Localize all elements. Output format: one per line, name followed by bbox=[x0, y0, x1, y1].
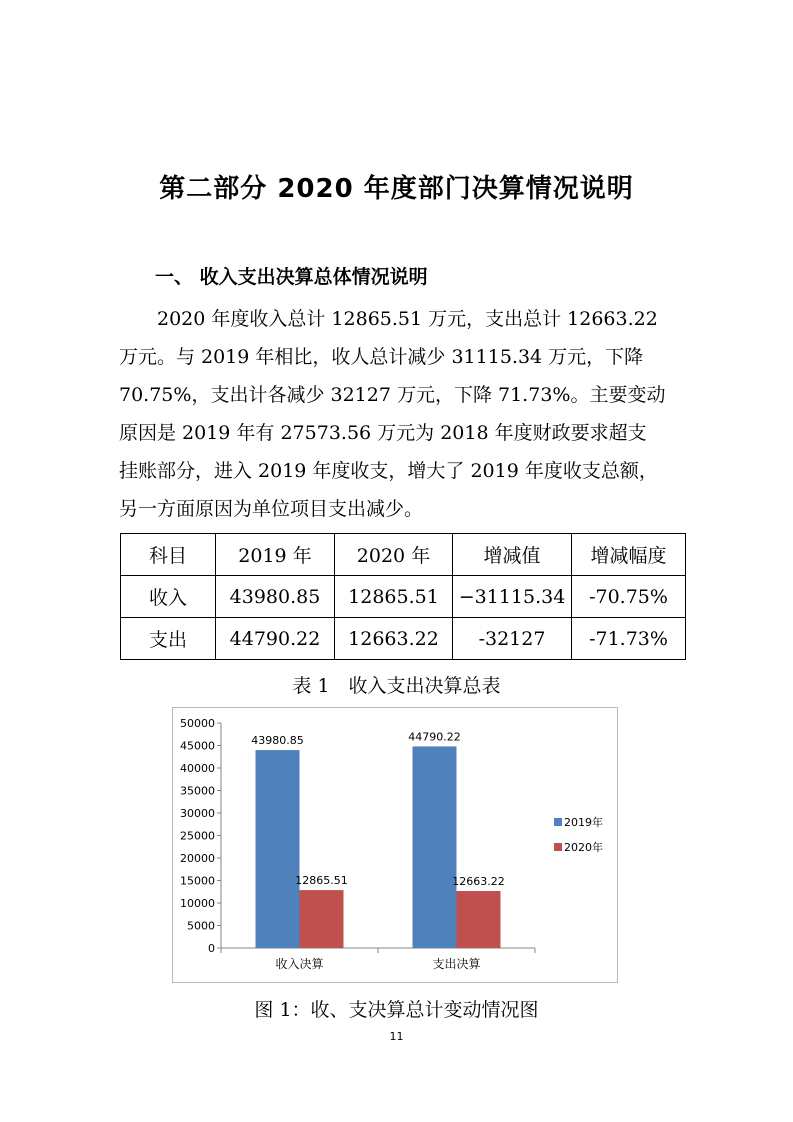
y-tick-label: 35000 bbox=[180, 784, 215, 798]
table-cell: 43980.85 bbox=[216, 576, 335, 618]
y-tick-label: 30000 bbox=[180, 807, 215, 820]
y-tick-label: 15000 bbox=[180, 874, 215, 888]
y-tick-label: 25000 bbox=[180, 829, 215, 843]
table-cell: -70.75% bbox=[572, 576, 686, 618]
document-title: 第二部分 2020 年度部门决算情况说明 bbox=[159, 174, 634, 204]
bar-chart-svg bbox=[173, 708, 617, 982]
table-cell: 收入 bbox=[121, 576, 216, 618]
table-row bbox=[121, 618, 686, 660]
table-header-row bbox=[121, 534, 686, 576]
legend-swatch bbox=[554, 818, 562, 826]
table-cell: −31115.34 bbox=[453, 576, 572, 618]
section-heading: 一、 收入支出决算总体情况说明 bbox=[155, 266, 428, 288]
table-header-cell: 2019 年 bbox=[216, 534, 335, 576]
table-cell: 12663.22 bbox=[335, 618, 453, 660]
data-label: 44790.22 bbox=[408, 730, 461, 744]
summary-table bbox=[120, 533, 686, 660]
data-label: 12865.51 bbox=[295, 874, 348, 888]
paragraph-line: 挂账部分，进入 2019 年度收支，增大了 2019 年度收支总额， bbox=[119, 460, 658, 482]
y-tick-label: 45000 bbox=[180, 739, 215, 753]
table-header-cell: 2020 年 bbox=[335, 534, 453, 576]
data-label: 43980.85 bbox=[251, 734, 304, 748]
table-row bbox=[121, 576, 686, 618]
paragraph-line: 2020 年度收入总计 12865.51 万元，支出总计 12663.22 bbox=[119, 308, 658, 330]
figure-caption: 图 1：收、支决算总计变动情况图 bbox=[254, 999, 539, 1021]
paragraph-line: 另一方面原因为单位项目支出减少。 bbox=[119, 498, 424, 520]
y-tick-label: 0 bbox=[208, 942, 215, 955]
table-cell: 支出 bbox=[121, 618, 216, 660]
table-cell: -32127 bbox=[453, 618, 572, 660]
data-label: 12663.22 bbox=[452, 875, 505, 889]
legend-label: 2019年 bbox=[564, 816, 603, 829]
bar-series-2 bbox=[300, 890, 344, 948]
table-header-cell: 科目 bbox=[121, 534, 216, 576]
bar-series-1 bbox=[256, 750, 300, 948]
paragraph-line: 70.75%，支出计各减少 32127 万元，下降 71.73%。主要变动 bbox=[119, 384, 666, 406]
y-tick-label: 20000 bbox=[180, 852, 215, 865]
y-tick-label: 50000 bbox=[180, 717, 215, 730]
y-tick-label: 5000 bbox=[187, 919, 215, 933]
table-cell: 44790.22 bbox=[216, 618, 335, 660]
y-tick-label: 40000 bbox=[180, 762, 215, 775]
bar-chart bbox=[172, 707, 618, 983]
table-cell: 12865.51 bbox=[335, 576, 453, 618]
page-number: 11 bbox=[389, 1030, 404, 1043]
y-tick-label: 10000 bbox=[180, 897, 215, 910]
x-category-label: 支出决算 bbox=[432, 957, 481, 971]
table-caption: 表 1 收入支出决算总表 bbox=[292, 675, 501, 697]
x-category-label: 收入决算 bbox=[275, 957, 324, 971]
bar-series-1 bbox=[413, 746, 457, 948]
legend-label: 2020年 bbox=[564, 841, 603, 854]
legend-swatch bbox=[554, 843, 562, 851]
table-cell: -71.73% bbox=[572, 618, 686, 660]
paragraph-line: 原因是 2019 年有 27573.56 万元为 2018 年度财政要求超支 bbox=[119, 422, 647, 444]
table-header-cell: 增减幅度 bbox=[572, 534, 686, 576]
bar-series-2 bbox=[457, 891, 501, 948]
paragraph-line: 万元。与 2019 年相比，收人总计减少 31115.34 万元，下降 bbox=[119, 346, 644, 368]
table-header-cell: 增减值 bbox=[453, 534, 572, 576]
